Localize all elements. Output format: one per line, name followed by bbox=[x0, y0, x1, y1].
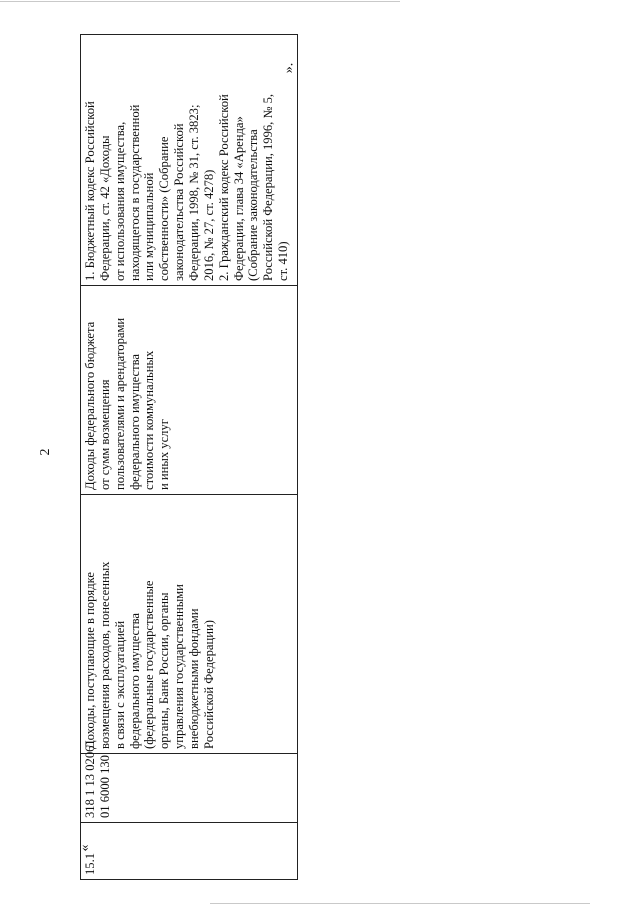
law-line: 2. Гражданский кодекс Российской bbox=[216, 94, 231, 281]
type-line: стоимости коммунальных bbox=[142, 350, 157, 490]
scan-bottom-edge bbox=[210, 903, 590, 904]
law-line: Федерации, 1998, № 31, ст. 3823; bbox=[187, 104, 202, 281]
type-line: федерального имущества bbox=[127, 353, 142, 490]
name-line: внебюджетными фондами bbox=[187, 608, 202, 749]
income-type-cell bbox=[81, 286, 298, 495]
law-line: находящегося в государственной bbox=[127, 104, 142, 281]
name-line: органы, Банк России, органы bbox=[157, 592, 172, 749]
budget-classification-table bbox=[77, 34, 298, 880]
table-row bbox=[81, 35, 298, 880]
name-line: управления государственными bbox=[172, 584, 187, 749]
income-name-cell bbox=[81, 495, 298, 754]
law-line: Федерации, глава 34 «Аренда» bbox=[231, 116, 246, 281]
legal-basis-cell bbox=[81, 35, 298, 286]
law-line: 1. Бюджетный кодекс Российской bbox=[83, 101, 97, 281]
name-line: возмещения расходов, понесенных bbox=[97, 561, 112, 749]
name-line: Доходы, поступающие в порядке bbox=[83, 571, 97, 749]
law-line: законодательства Российской bbox=[172, 123, 187, 281]
type-line: Доходы федерального бюджета bbox=[83, 321, 97, 490]
rotated-table-wrapper bbox=[77, 80, 298, 880]
type-line: и иных услуг bbox=[157, 419, 172, 490]
law-line: Российской Федерации, 1996, № 5, bbox=[261, 93, 276, 281]
law-line: (Собрание законодательства bbox=[246, 129, 261, 281]
name-line: в связи с эксплуатацией bbox=[112, 620, 127, 749]
closing-quote: ». bbox=[281, 62, 297, 74]
name-line: Российской Федерации) bbox=[201, 620, 216, 749]
name-line: (федеральные государственные bbox=[142, 580, 157, 749]
opening-quote: « bbox=[77, 844, 93, 852]
law-line: ст. 410) bbox=[276, 241, 291, 281]
law-line: от использования имущества, bbox=[112, 121, 127, 281]
law-line: или муниципальной bbox=[142, 172, 157, 281]
row-number: 15.1 bbox=[83, 852, 97, 875]
scan-top-edge bbox=[0, 1, 400, 2]
name-line: федерального имущества bbox=[127, 612, 142, 749]
code-line: 01 6000 130 bbox=[97, 755, 112, 818]
row-number-cell bbox=[81, 823, 298, 880]
law-line: Федерации, ст. 42 «Доходы bbox=[97, 135, 112, 281]
type-line: от сумм возмещения bbox=[97, 379, 112, 490]
law-line: 2016, № 27, ст. 4278) bbox=[201, 169, 216, 281]
law-line: собственности» (Собрание bbox=[157, 136, 172, 281]
code-cell bbox=[81, 739, 298, 823]
code-line: 318 1 13 02061 bbox=[83, 739, 97, 818]
page-number: 2 bbox=[38, 448, 53, 456]
type-line: пользователями и арендаторами bbox=[112, 317, 127, 490]
